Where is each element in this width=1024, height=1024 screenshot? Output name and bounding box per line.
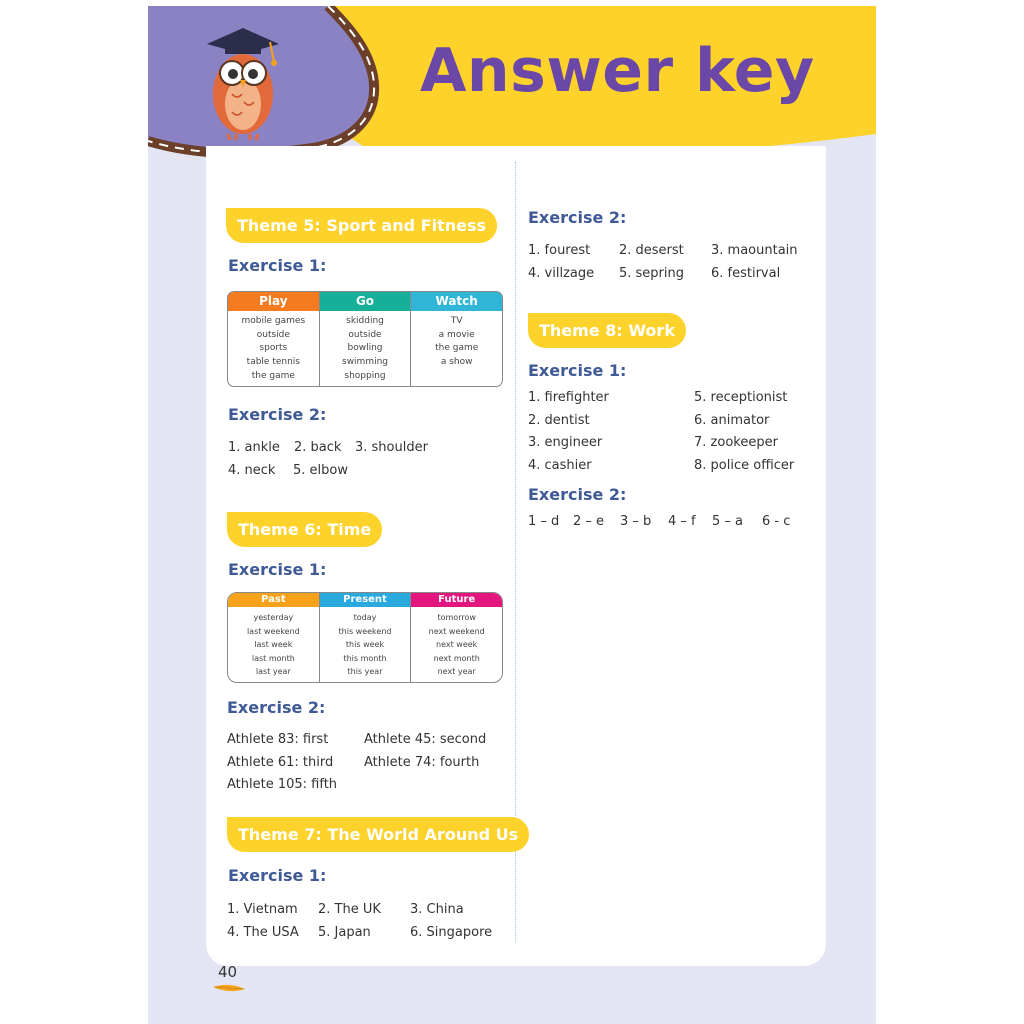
answer-item: 8. police officer — [694, 458, 795, 473]
answer-item: 2. deserst — [619, 243, 684, 258]
answer-item: 5 – a — [712, 514, 744, 529]
answer-item: Athlete 61: third — [227, 755, 334, 770]
answer-item: 1. firefighter — [528, 390, 609, 405]
theme6-ex1-table — [227, 592, 503, 683]
table-cell: this weekend — [338, 626, 392, 636]
column-header-present: Present — [320, 593, 411, 607]
table-cell: table tennis — [246, 357, 300, 368]
answer-item: 2. dentist — [528, 413, 590, 428]
answer-item: Athlete 105: fifth — [227, 777, 338, 792]
table-cell: mobile games — [241, 316, 306, 326]
answer-item: 2. back — [294, 440, 342, 455]
table-cell: next month — [433, 653, 480, 663]
table-cell: outside — [348, 329, 382, 340]
theme5-ex1-table — [227, 291, 503, 387]
column-header-future: Future — [411, 593, 502, 607]
table-cell: skidding — [346, 316, 384, 326]
table-cell: tomorrow — [437, 613, 476, 622]
answer-item: 4. neck — [228, 463, 276, 478]
table-cell: swimming — [342, 357, 389, 368]
answer-item: 1 – d — [528, 514, 560, 529]
answer-item: 3. China — [410, 902, 464, 917]
theme7-heading: Theme 7: The World Around Us — [227, 817, 529, 852]
table-column-past — [228, 593, 320, 682]
column-header-watch: Watch — [411, 292, 502, 311]
answer-key-page — [148, 6, 876, 1024]
table-cell: shopping — [344, 370, 386, 381]
answer-item: 5. Japan — [318, 925, 371, 940]
table-cell: the game — [251, 370, 295, 381]
answer-item: 6. Singapore — [410, 925, 493, 940]
answer-item: 6 - c — [762, 514, 791, 529]
answer-item: 4. villzage — [528, 266, 595, 281]
answer-item: 3 – b — [620, 514, 652, 529]
theme8-ex2-title: Exercise 2: — [528, 485, 627, 504]
answer-item: 2 – e — [573, 514, 605, 529]
answer-item: 6. festirval — [711, 266, 781, 281]
table-cell: last month — [251, 653, 295, 663]
answer-item: 5. sepring — [619, 266, 685, 281]
table-cell: this week — [345, 640, 385, 649]
theme5-ex1-title: Exercise 1: — [228, 256, 327, 275]
theme6-heading: Theme 6: Time — [227, 512, 382, 547]
table-cell: today — [353, 613, 377, 622]
column-header-go: Go — [320, 292, 411, 311]
table-cell: last year — [255, 667, 291, 676]
table-cell: sports — [259, 343, 288, 354]
theme6-ex1-title: Exercise 1: — [228, 560, 327, 579]
table-column-play — [228, 292, 320, 386]
column-header-past: Past — [228, 593, 319, 607]
theme5-heading: Theme 5: Sport and Fitness — [226, 208, 497, 243]
table-cell: this year — [347, 667, 383, 676]
table-column-watch — [411, 292, 502, 386]
theme7-ex1-title: Exercise 1: — [228, 866, 327, 885]
table-cell: last weekend — [246, 626, 300, 636]
theme8-heading: Theme 8: Work — [528, 313, 686, 348]
table-cell: this month — [343, 653, 387, 663]
answer-item: Athlete 45: second — [364, 732, 487, 747]
answer-item: Athlete 74: fourth — [364, 755, 480, 770]
answer-item: 5. elbow — [293, 463, 348, 478]
table-column-future — [411, 593, 502, 682]
table-cell: yesterday — [253, 613, 294, 622]
table-cell: a show — [440, 357, 473, 368]
answer-item: 6. animator — [694, 413, 770, 428]
page-number: 40 — [218, 963, 238, 981]
table-cell: next week — [436, 640, 478, 649]
theme6-ex2-title: Exercise 2: — [227, 698, 326, 717]
table-cell: last week — [254, 640, 293, 649]
theme7-ex2-title: Exercise 2: — [528, 208, 627, 227]
page-title: Answer key — [420, 36, 815, 106]
table-cell: the game — [435, 343, 479, 354]
answer-item: 4. The USA — [227, 925, 299, 940]
answer-item: 1. Vietnam — [227, 902, 298, 917]
feather-icon — [211, 982, 247, 994]
answer-item: 4 – f — [668, 514, 696, 529]
table-cell: outside — [256, 329, 290, 340]
answer-item: 7. zookeeper — [694, 435, 778, 450]
theme8-ex1-title: Exercise 1: — [528, 361, 627, 380]
answer-item: 1. ankle — [228, 440, 280, 455]
table-column-go — [320, 292, 412, 386]
table-cell: next weekend — [428, 626, 485, 636]
table-cell: next year — [437, 667, 476, 676]
answer-item: 3. shoulder — [355, 440, 428, 455]
answer-item: Athlete 83: first — [227, 732, 329, 747]
answer-item: 3. maountain — [711, 243, 798, 258]
theme5-ex2-title: Exercise 2: — [228, 405, 327, 424]
table-cell: TV — [450, 316, 463, 326]
answer-item: 4. cashier — [528, 458, 592, 473]
answer-item: 3. engineer — [528, 435, 603, 450]
column-header-play: Play — [228, 292, 319, 311]
table-column-present — [320, 593, 412, 682]
answer-item: 1. fourest — [528, 243, 591, 258]
answer-card — [206, 146, 826, 966]
answer-item: 5. receptionist — [694, 390, 788, 405]
answer-item: 2. The UK — [318, 902, 381, 917]
table-cell: a movie — [438, 329, 475, 340]
table-cell: bowling — [347, 343, 383, 354]
